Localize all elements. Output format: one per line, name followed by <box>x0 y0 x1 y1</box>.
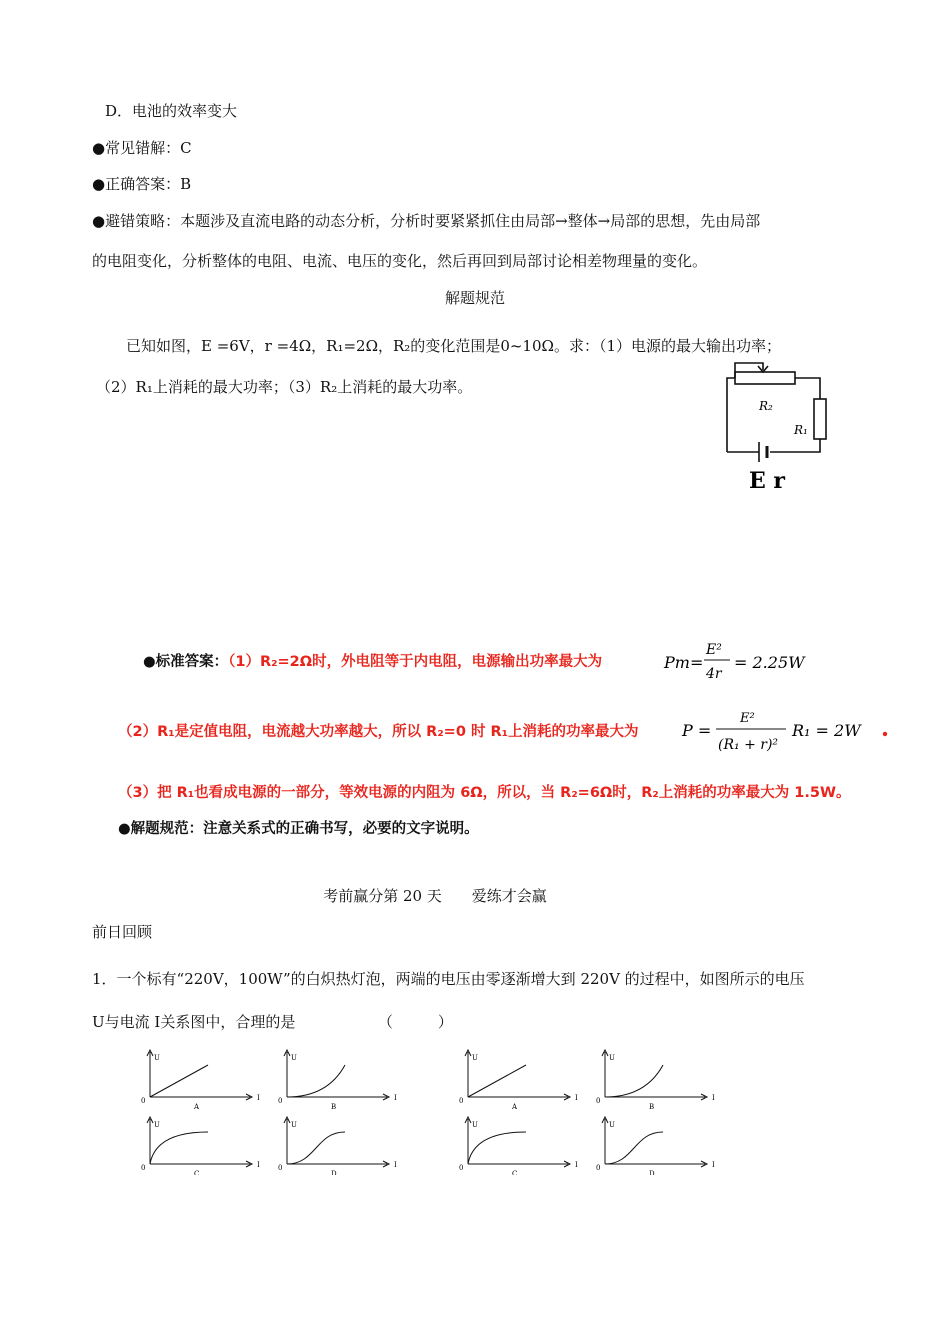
axis-u-label: U <box>609 1054 615 1062</box>
origin-label: 0 <box>278 1097 283 1105</box>
answer-part-1 <box>143 650 602 673</box>
origin-label: 0 <box>596 1097 601 1105</box>
ui-graph-a <box>141 1050 260 1111</box>
axis-u-label: U <box>291 1054 297 1062</box>
axis-u-label: U <box>472 1054 478 1062</box>
origin-label: 0 <box>278 1164 283 1172</box>
graph-label: A <box>194 1103 200 1111</box>
graph-label: C <box>512 1170 518 1175</box>
option-d: D．电池的效率变大 <box>105 102 238 120</box>
r1-label: R₁ <box>794 423 808 437</box>
origin-label: 0 <box>141 1097 146 1105</box>
section-heading: 解题规范 <box>444 289 505 307</box>
strategy-line-2: 的电阻变化，分析整体的电阻、电流、电压的变化，然后再回到局部讨论相差物理量的变化。 <box>92 252 708 270</box>
formula-1-lhs: Pm <box>664 653 690 672</box>
graph-label: B <box>331 1103 337 1111</box>
r2-label: R₂ <box>759 399 773 413</box>
formula-2-num: E² <box>740 711 755 726</box>
svg-text:=: = <box>690 653 704 672</box>
ui-graphs <box>130 1045 730 1175</box>
ui-graph-a <box>459 1050 578 1111</box>
ui-graph-c <box>141 1117 260 1175</box>
answer-part-1-text: （1）R₂=2Ω时，外电阻等于内电阻，电源输出功率最大为 <box>228 654 603 670</box>
formula-1-result: = 2.25W <box>734 653 805 672</box>
ui-graph-b <box>278 1050 397 1111</box>
graph-label: D <box>649 1170 655 1175</box>
question-1-line-2: U与电流 I关系图中，合理的是 （ ） <box>92 1013 453 1031</box>
formula-1-den: 4r <box>706 666 722 682</box>
origin-label: 0 <box>459 1164 464 1172</box>
axis-u-label: U <box>609 1121 615 1129</box>
question-1-line-1: 1．一个标有“220V，100W”的白炽热灯泡，两端的电压由零逐渐增大到 220V 的过程中，如图所示的电压 <box>92 970 805 988</box>
formula-1-num: E² <box>706 642 722 658</box>
answer-part-3 <box>118 781 851 804</box>
ui-graph-c <box>459 1117 578 1175</box>
correct-answer: ●正确答案：B <box>92 175 192 193</box>
day20-title: 考前赢分第 20 天 爱练才会赢 <box>323 887 547 905</box>
origin-label: 0 <box>596 1164 601 1172</box>
axis-i-label: I <box>575 1094 578 1102</box>
problem-line-2: （2）R₁上消耗的最大功率；（3）R₂上消耗的最大功率。 <box>96 378 473 396</box>
axis-u-label: U <box>154 1054 160 1062</box>
graph-label: C <box>194 1170 200 1175</box>
common-error: ●常见错解：C <box>92 139 192 157</box>
answer-part-2-text: （2）R₁是定值电阻，电流越大功率越大，所以 R₂=0 时 R₁上消耗的功率最大为 <box>118 724 639 740</box>
graph-label: A <box>512 1103 518 1111</box>
source-label: E r <box>749 468 786 494</box>
solution-norm-text: ●解题规范：注意关系式的正确书写，必要的文字说明。 <box>118 821 479 837</box>
answer-part-3-text: （3）把 R₁也看成电源的一部分，等效电源的内阻为 6Ω，所以，当 R₂=6Ω时，R₂上消耗的功率最大为 1.5W。 <box>118 785 851 801</box>
origin-label: 0 <box>459 1097 464 1105</box>
axis-i-label: I <box>712 1161 715 1169</box>
review-heading: 前日回顾 <box>92 923 153 941</box>
axis-i-label: I <box>257 1161 260 1169</box>
axis-i-label: I <box>575 1161 578 1169</box>
strategy-line-1: ●避错策略：本题涉及直流电路的动态分析，分析时要紧紧抓住由局部→整体→局部的思想，先由局部 <box>92 212 761 230</box>
formula-2 <box>680 702 890 758</box>
axis-u-label: U <box>472 1121 478 1129</box>
axis-i-label: I <box>257 1094 260 1102</box>
axis-u-label: U <box>154 1121 160 1129</box>
graph-label: B <box>649 1103 655 1111</box>
ui-graph-d <box>596 1117 715 1175</box>
circuit-diagram <box>715 355 840 495</box>
axis-i-label: I <box>394 1094 397 1102</box>
formula-2-lhs: P = <box>682 721 712 740</box>
origin-label: 0 <box>141 1164 146 1172</box>
answer-label: ●标准答案： <box>143 654 229 670</box>
solution-norm <box>118 817 479 840</box>
axis-i-label: I <box>394 1161 397 1169</box>
axis-i-label: I <box>712 1094 715 1102</box>
graph-label: D <box>331 1170 337 1175</box>
ui-graph-d <box>278 1117 397 1175</box>
formula-1 <box>660 634 810 686</box>
ui-graph-b <box>596 1050 715 1111</box>
formula-2-result: R₁ = 2W <box>792 721 861 740</box>
answer-part-2 <box>118 720 639 743</box>
problem-line-1: 已知如图，E =6V，r =4Ω，R₁=2Ω，R₂的变化范围是0~10Ω。求：（1）电源的最大输出功率； <box>126 337 781 355</box>
formula-2-den: (R₁ + r)² <box>718 737 779 753</box>
axis-u-label: U <box>291 1121 297 1129</box>
